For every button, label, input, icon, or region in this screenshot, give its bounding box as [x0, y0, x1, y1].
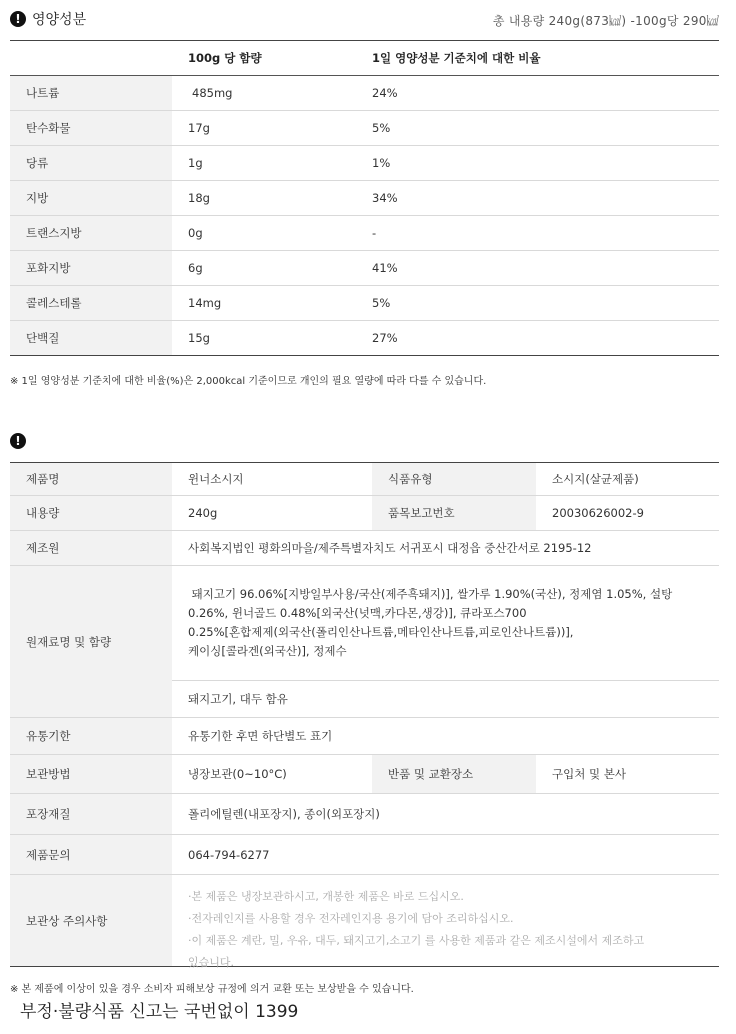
- inquiry-value: 064-794-6277: [172, 835, 719, 875]
- header-blank: [10, 41, 172, 76]
- table-row: [10, 146, 719, 181]
- consumer-note: ※ 본 제품에 이상이 있을 경우 소비자 피해보상 규정에 의거 교환 또는 보상받을 수 있습니다.: [10, 984, 414, 995]
- nutrient-label: 탄수화물: [10, 111, 172, 146]
- table-row: [10, 875, 719, 967]
- table-row: [10, 531, 719, 566]
- caution-label: 보관상 주의사항: [10, 875, 172, 967]
- nutrient-amount: 485mg: [172, 76, 356, 111]
- table-row: [10, 216, 719, 251]
- manufacturer-label: 제조원: [10, 531, 172, 566]
- product-info-table: [10, 462, 719, 967]
- ingredients-line: 0.25%[혼합제제(외국산(폴리인산나트륨,메타인산나트륨,피로인산나트륨))],: [188, 625, 574, 639]
- nutrition-title: 영양성분: [32, 12, 87, 28]
- nutrient-amount: 15g: [188, 331, 210, 345]
- nutrition-table: [10, 40, 719, 356]
- nutrient-percent: 34%: [356, 181, 719, 216]
- expiry-value: 유통기한 후면 하단별도 표기: [172, 718, 719, 755]
- nutrient-label: 포화지방: [10, 251, 172, 286]
- volume-value: 240g: [172, 496, 372, 531]
- nutrition-meta: 총 내용량 240g(873㎉) -100g당 290㎉: [492, 14, 719, 28]
- food-type-value: 소시지(살균제품): [536, 463, 719, 496]
- table-row: [10, 794, 719, 835]
- manufacturer-value: 사회복지법인 평화의마을/제주특별자치도 서귀포시 대정읍 중산간서로 2195-12: [172, 531, 719, 566]
- report-number-label: 품목보고번호: [372, 496, 536, 531]
- nutrient-label: 나트륨: [10, 76, 172, 111]
- product-name-label: 제품명: [10, 463, 172, 496]
- nutrition-note: ※ 1일 영양성분 기준치에 대한 비율(%)은 2,000kcal 기준이므로 개인의 필요 열량에 따라 다를 수 있습니다.: [10, 376, 487, 387]
- nutrition-header: [10, 8, 719, 32]
- nutrient-amount: 14mg: [172, 286, 356, 321]
- nutrient-percent: -: [356, 216, 719, 251]
- volume-label: 내용량: [10, 496, 172, 531]
- nutrient-percent: 27%: [372, 331, 398, 345]
- exchange-value: 구입처 및 본사: [536, 755, 719, 794]
- food-type-label: 식품유형: [372, 463, 536, 496]
- expiry-label: 유통기한: [10, 718, 172, 755]
- product-name-value: 윈너소시지: [172, 463, 372, 496]
- table-row: [10, 321, 719, 356]
- ingredients-value: [172, 566, 719, 681]
- nutrient-percent: 5%: [356, 111, 719, 146]
- nutrient-amount: 1g: [172, 146, 356, 181]
- ingredients-line: 돼지고기 96.06%[지방일부사용/국산(제주흑돼지)], 쌀가루 1.90%(국산), 정제염 1.05%, 설탕: [188, 587, 673, 601]
- caution-line: ·본 제품은 냉장보관하시고, 개봉한 제품은 바로 드십시오.: [188, 889, 464, 903]
- table-row: [10, 286, 719, 321]
- nutrient-amount: 6g: [172, 251, 356, 286]
- inquiry-label: 제품문의: [10, 835, 172, 875]
- table-row: [10, 755, 719, 794]
- report-number-value: 20030626002-9: [536, 496, 719, 531]
- nutrient-amount: 17g: [172, 111, 356, 146]
- header-amount: 100g 당 함량: [172, 41, 356, 76]
- nutrient-percent: 5%: [356, 286, 719, 321]
- exchange-label: 반품 및 교환장소: [372, 755, 536, 794]
- nutrient-percent: 41%: [356, 251, 719, 286]
- allergen-value: 돼지고기, 대두 함유: [172, 681, 719, 718]
- table-row: [10, 181, 719, 216]
- exclamation-icon: !: [10, 433, 26, 449]
- header-percent: 1일 영양성분 기준치에 대한 비율: [356, 41, 719, 76]
- table-header-row: [10, 41, 719, 76]
- report-hotline: 부정·불량식품 신고는 국번없이 1399: [20, 1002, 299, 1022]
- ingredients-label: 원재료명 및 함량: [10, 566, 172, 718]
- nutrient-label: 콜레스테롤: [10, 286, 172, 321]
- table-row: [10, 111, 719, 146]
- caution-value: [172, 875, 719, 967]
- caution-line: 있습니다.: [188, 955, 235, 969]
- nutrient-label: 지방: [10, 181, 172, 216]
- packaging-label: 포장재질: [10, 794, 172, 835]
- nutrient-percent: 24%: [356, 76, 719, 111]
- nutrient-label: 당류: [10, 146, 172, 181]
- nutrient-amount: 0g: [172, 216, 356, 251]
- table-row: [10, 463, 719, 496]
- table-row: [10, 251, 719, 286]
- packaging-value: 폴리에틸렌(내포장지), 종이(외포장지): [172, 794, 719, 835]
- table-row: [10, 496, 719, 531]
- ingredients-line: 케이싱[콜라겐(외국산)], 정제수: [188, 644, 347, 658]
- table-row: [10, 835, 719, 875]
- table-row: [10, 566, 719, 681]
- table-row: [10, 718, 719, 755]
- storage-label: 보관방법: [10, 755, 172, 794]
- table-row: [10, 76, 719, 111]
- storage-value: 냉장보관(0~10°C): [172, 755, 372, 794]
- nutrient-label: 단백질: [10, 321, 172, 356]
- nutrient-percent: 1%: [356, 146, 719, 181]
- nutrient-amount: 18g: [172, 181, 356, 216]
- exclamation-icon: !: [10, 11, 26, 27]
- product-header: [10, 430, 719, 454]
- caution-line: ·이 제품은 계란, 밀, 우유, 대두, 돼지고기,소고기 를 사용한 제품과 같은 제조시설에서 제조하고: [188, 933, 645, 947]
- nutrient-label: 트랜스지방: [10, 216, 172, 251]
- ingredients-line: 0.26%, 윈너골드 0.48%[외국산(넛맥,카다몬,생강)], 큐라포스700: [188, 606, 527, 620]
- caution-line: ·전자레인지를 사용할 경우 전자레인지용 용기에 담아 조리하십시오.: [188, 911, 514, 925]
